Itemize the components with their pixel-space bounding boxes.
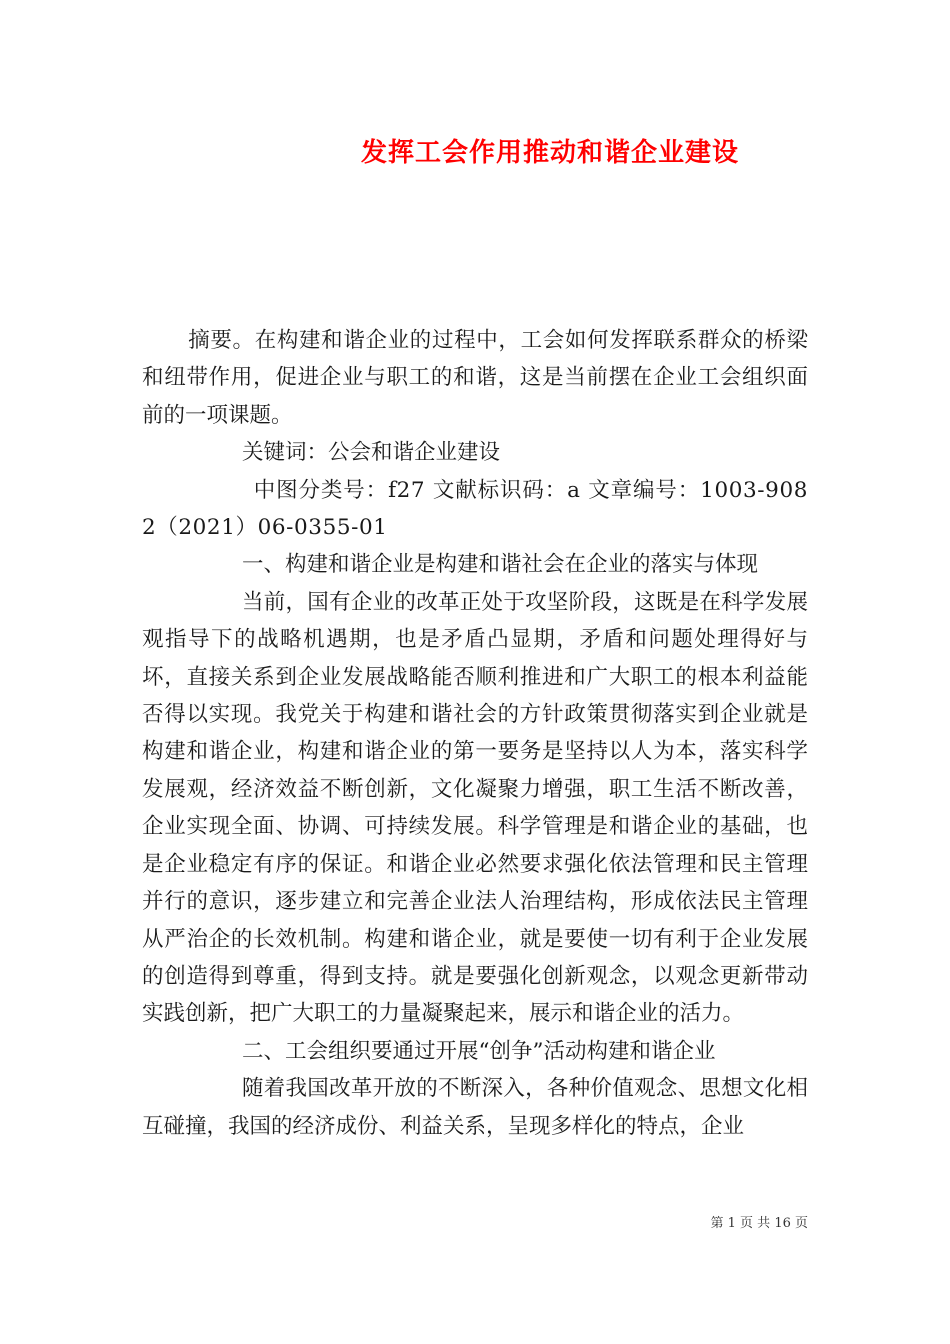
- document-body: [142, 322, 808, 1145]
- page-number-footer: 第 1 页 共 16 页: [710, 1216, 808, 1231]
- classification-line: 中图分类号：f27 文献标识码：a 文章编号：1003-9082（2021）06-0355-01: [142, 477, 808, 541]
- section-1-paragraph: 当前，国有企业的改革正处于攻坚阶段，这既是在科学发展观指导下的战略机遇期，也是矛盾凸显期，矛盾和问题处理得好与坏，直接关系到企业发展战略能否顺利推进和广大职工的根本利益能否得以实现。我党关于构建和谐社会的方针政策贯彻落实到企业就是构建和谐企业，构建和谐企业的第一要务是坚持以人为本，落实科学发展观，经济效益不断创新，文化凝聚力增强，职工生活不断改善，企业实现全面、协调、可持续发展。科学管理是和谐企业的基础，也是企业稳定有序的保证。和谐企业必然要求强化依法管理和民主管理并行的意识，逐步建立和完善企业法人治理结构，形成依法民主管理从严治企的长效机制。构建和谐企业，就是要使一切有利于企业发展的创造得到尊重，得到支持。就是要强化创新观念，以观念更新带动实践创新，把广大职工的力量凝聚起来，展示和谐企业的活力。: [142, 589, 808, 1027]
- section-2-paragraph: 随着我国改革开放的不断深入，各种价值观念、思想文化相互碰撞，我国的经济成份、利益关系，呈现多样化的特点，企业: [142, 1076, 808, 1139]
- section-1-heading: 一、构建和谐企业是构建和谐社会在企业的落实与体现: [241, 552, 758, 578]
- document-title: 发挥工会作用推动和谐企业建设: [360, 138, 739, 168]
- section-2-heading: 二、工会组织要通过开展“创争”活动构建和谐企业: [241, 1038, 716, 1064]
- abstract-paragraph: 摘要。在构建和谐企业的过程中，工会如何发挥联系群众的桥梁和纽带作用，促进企业与职工的和谐，这是当前摆在企业工会组织面前的一项课题。: [142, 328, 808, 428]
- keywords-line: 关键词：公会和谐企业建设: [241, 440, 500, 466]
